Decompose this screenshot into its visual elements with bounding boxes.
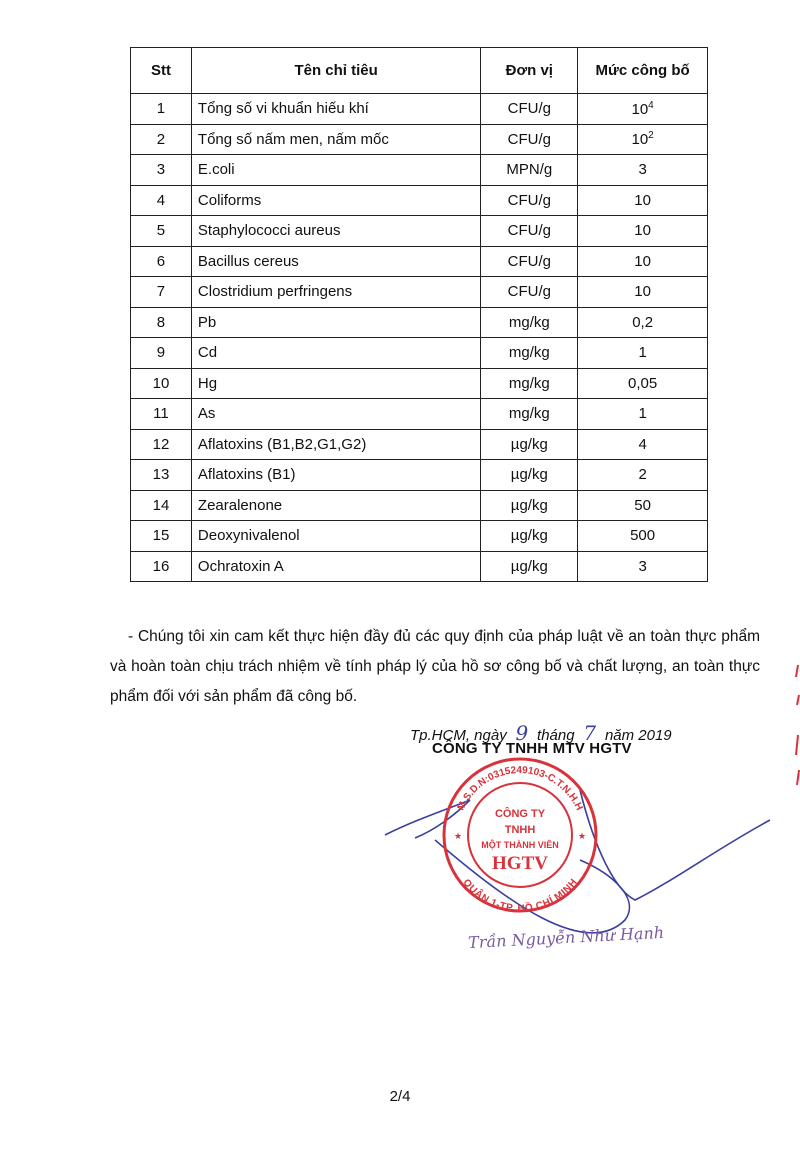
level-value: 10: [634, 222, 651, 240]
adjacent-page-seal-edge: [790, 655, 800, 795]
row-stt: 5: [131, 216, 192, 247]
row-unit: MPN/g: [481, 155, 578, 186]
company-name: CÔNG TY TNHH MTV HGTV: [432, 740, 632, 757]
level-value: 10: [634, 191, 651, 209]
seal-line-3: MỘT THÀNH VIÊN: [481, 840, 559, 850]
row-unit: µg/kg: [481, 490, 578, 521]
row-criteria-name: Tổng số nấm men, nấm mốc: [191, 124, 480, 155]
row-stt: 11: [131, 399, 192, 430]
row-stt: 16: [131, 551, 192, 582]
row-unit: mg/kg: [481, 368, 578, 399]
row-unit: CFU/g: [481, 216, 578, 247]
row-stt: 2: [131, 124, 192, 155]
row-unit: mg/kg: [481, 399, 578, 430]
row-declared-level: [578, 429, 708, 460]
header-criteria-name: Tên chỉ tiêu: [191, 48, 480, 94]
row-declared-level: [578, 521, 708, 552]
date-place-prefix: Tp.HCM, ngày: [410, 727, 507, 744]
table-row: [131, 216, 708, 247]
level-value: 1: [638, 344, 647, 362]
row-declared-level: [578, 124, 708, 155]
level-value: 10: [631, 131, 649, 149]
row-declared-level: [578, 155, 708, 186]
row-criteria-name: Aflatoxins (B1): [191, 460, 480, 491]
row-criteria-name: Coliforms: [191, 185, 480, 216]
row-criteria-name: Hg: [191, 368, 480, 399]
row-criteria-name: As: [191, 399, 480, 430]
row-declared-level: [578, 460, 708, 491]
row-unit: µg/kg: [481, 460, 578, 491]
row-criteria-name: E.coli: [191, 155, 480, 186]
commitment-text: - Chúng tôi xin cam kết thực hiện đầy đủ các quy định của pháp luật về an toàn thực phẩm và hoàn toàn chịu trách nhiệm về tính pháp lý của hồ sơ công bố và chất lượng, an toàn thực phẩm đối với sản phẩm đã công bố.: [110, 628, 760, 705]
page-number: 2/4: [389, 1088, 411, 1105]
level-value: 3: [638, 161, 647, 179]
row-unit: µg/kg: [481, 551, 578, 582]
row-unit: µg/kg: [481, 429, 578, 460]
row-stt: 1: [131, 94, 192, 125]
seal-ring-top: M.S.D.N:0315249103-C.T.N.H.H: [455, 764, 585, 813]
level-exponent: 4: [648, 99, 654, 111]
header-stt: Stt: [131, 48, 192, 94]
row-unit: mg/kg: [481, 338, 578, 369]
date-month-label: tháng: [537, 727, 575, 744]
level-value: 10: [634, 252, 651, 270]
table-row: [131, 155, 708, 186]
company-seal: [440, 755, 600, 915]
row-declared-level: [578, 551, 708, 582]
level-value: 10: [634, 283, 651, 301]
table-row: [131, 185, 708, 216]
table-row: [131, 338, 708, 369]
level-value: 4: [638, 435, 647, 453]
row-declared-level: [578, 185, 708, 216]
table-row: [131, 399, 708, 430]
row-criteria-name: Staphylococci aureus: [191, 216, 480, 247]
svg-text:QUẬN 1-TP. HỒ CHÍ MINH: [460, 877, 579, 914]
seal-line-4: HGTV: [492, 853, 548, 874]
row-declared-level: [578, 490, 708, 521]
table-row: [131, 551, 708, 582]
row-unit: CFU/g: [481, 277, 578, 308]
row-criteria-name: Aflatoxins (B1,B2,G1,G2): [191, 429, 480, 460]
row-stt: 3: [131, 155, 192, 186]
date-month-handwritten: 7: [583, 721, 597, 745]
row-criteria-name: Deoxynivalenol: [191, 521, 480, 552]
row-stt: 8: [131, 307, 192, 338]
row-stt: 13: [131, 460, 192, 491]
seal-line-1: CÔNG TY: [494, 808, 546, 820]
row-unit: mg/kg: [481, 307, 578, 338]
commitment-paragraph: [110, 622, 760, 712]
row-criteria-name: Ochratoxin A: [191, 551, 480, 582]
table-row: [131, 368, 708, 399]
table-header-row: [131, 48, 708, 94]
table-row: [131, 277, 708, 308]
row-criteria-name: Zearalenone: [191, 490, 480, 521]
signer-name-handwritten: Trần Nguyễn Như Hạnh: [467, 922, 665, 953]
row-criteria-name: Tổng số vi khuẩn hiếu khí: [191, 94, 480, 125]
date-day-handwritten: 9: [515, 721, 529, 745]
svg-text:★: ★: [454, 832, 463, 842]
row-stt: 10: [131, 368, 192, 399]
row-unit: CFU/g: [481, 246, 578, 277]
seal-ring-bottom: QUẬN 1-TP. HỒ CHÍ MINH: [460, 877, 580, 915]
row-criteria-name: Clostridium perfringens: [191, 277, 480, 308]
row-declared-level: [578, 277, 708, 308]
row-criteria-name: Pb: [191, 307, 480, 338]
level-value: 500: [630, 527, 656, 545]
table-row: [131, 94, 708, 125]
row-declared-level: [578, 399, 708, 430]
table-row: [131, 307, 708, 338]
level-value: 50: [634, 496, 651, 514]
row-criteria-name: Cd: [191, 338, 480, 369]
row-stt: 4: [131, 185, 192, 216]
row-declared-level: [578, 338, 708, 369]
header-declared-level: Mức công bố: [578, 48, 708, 94]
date-year: năm 2019: [604, 727, 672, 744]
row-stt: 15: [131, 521, 192, 552]
row-declared-level: [578, 307, 708, 338]
row-declared-level: [578, 368, 708, 399]
table-row: [131, 246, 708, 277]
row-stt: 14: [131, 490, 192, 521]
table-row: [131, 490, 708, 521]
level-value: 3: [638, 557, 647, 575]
row-stt: 12: [131, 429, 192, 460]
level-value: 0,2: [632, 313, 654, 331]
table-row: [131, 521, 708, 552]
table-row: [131, 124, 708, 155]
seal-line-2: TNHH: [504, 824, 536, 836]
row-unit: µg/kg: [481, 521, 578, 552]
level-value: 2: [638, 466, 647, 484]
level-value: 1: [638, 405, 647, 423]
row-unit: CFU/g: [481, 124, 578, 155]
row-unit: CFU/g: [481, 94, 578, 125]
header-unit: Đơn vị: [481, 48, 578, 94]
level-value: 10: [631, 100, 649, 118]
row-declared-level: [578, 246, 708, 277]
table-body: [131, 94, 708, 582]
level-value: 0,05: [628, 374, 658, 392]
row-declared-level: [578, 94, 708, 125]
row-declared-level: [578, 216, 708, 247]
row-stt: 6: [131, 246, 192, 277]
svg-text:★: ★: [578, 832, 587, 842]
row-stt: 9: [131, 338, 192, 369]
table-row: [131, 460, 708, 491]
row-criteria-name: Bacillus cereus: [191, 246, 480, 277]
row-stt: 7: [131, 277, 192, 308]
table-row: [131, 429, 708, 460]
level-exponent: 2: [648, 130, 654, 142]
specification-table: [130, 47, 708, 582]
row-unit: CFU/g: [481, 185, 578, 216]
